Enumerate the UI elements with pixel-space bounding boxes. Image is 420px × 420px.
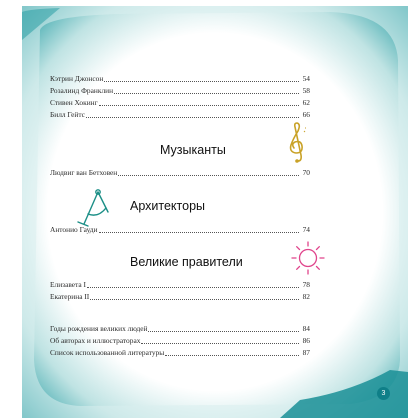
leader-dots [114,93,299,94]
entry-page: 66 [302,110,310,119]
entry-name: Елизавета I [50,280,86,289]
page-number-badge: 3 [377,387,390,400]
leader-dots [148,331,299,332]
entry-name: Кэтрин Джонсон [50,74,104,83]
table-of-contents [50,56,362,392]
entry-page: 70 [302,168,310,177]
compass-icon [74,188,116,228]
entry-name: Список использованной литературы [50,348,165,357]
entry-page: 62 [302,98,310,107]
toc-entry[interactable] [50,167,310,178]
entry-page: 54 [302,74,310,83]
toc-entry[interactable] [50,291,310,302]
leader-dots [99,232,299,233]
leader-dots [118,175,299,176]
leader-dots [86,117,299,118]
treble-clef-icon [286,121,308,165]
entry-page: 86 [302,336,310,345]
entry-name: Розалинд Франклин [50,86,114,95]
toc-entry[interactable] [50,109,310,120]
entry-page: 87 [302,348,310,357]
entry-name: Годы рождения великих людей [50,324,148,333]
leader-dots [141,343,299,344]
entry-page: 84 [302,324,310,333]
entry-name: Билл Гейтс [50,110,85,119]
toc-entry[interactable] [50,97,310,108]
entry-name: Екатерина II [50,292,90,301]
toc-entry[interactable] [50,347,310,358]
leader-dots [104,81,299,82]
leader-dots [90,299,299,300]
section-heading-rulers: Великие правители [130,255,243,269]
section-heading-musicians: Музыканты [160,143,226,157]
section-heading-architects: Архитекторы [130,199,205,213]
toc-entry[interactable] [50,73,310,84]
entry-name: Антонио Гауди [50,225,98,234]
toc-entry[interactable] [50,279,310,290]
entry-page: 74 [302,225,310,234]
toc-entry[interactable] [50,85,310,96]
sun-icon [290,240,326,276]
entry-page: 58 [302,86,310,95]
leader-dots [165,355,299,356]
leader-dots [99,105,299,106]
toc-entry[interactable] [50,224,310,235]
toc-entry[interactable] [50,335,310,346]
entry-name: Людвиг ван Бетховен [50,168,118,177]
leader-dots [87,287,299,288]
entry-name: Об авторах и иллюстраторах [50,336,141,345]
toc-entry[interactable] [50,323,310,334]
entry-page: 78 [302,280,310,289]
entry-page: 82 [302,292,310,301]
entry-name: Стивен Хокинг [50,98,98,107]
